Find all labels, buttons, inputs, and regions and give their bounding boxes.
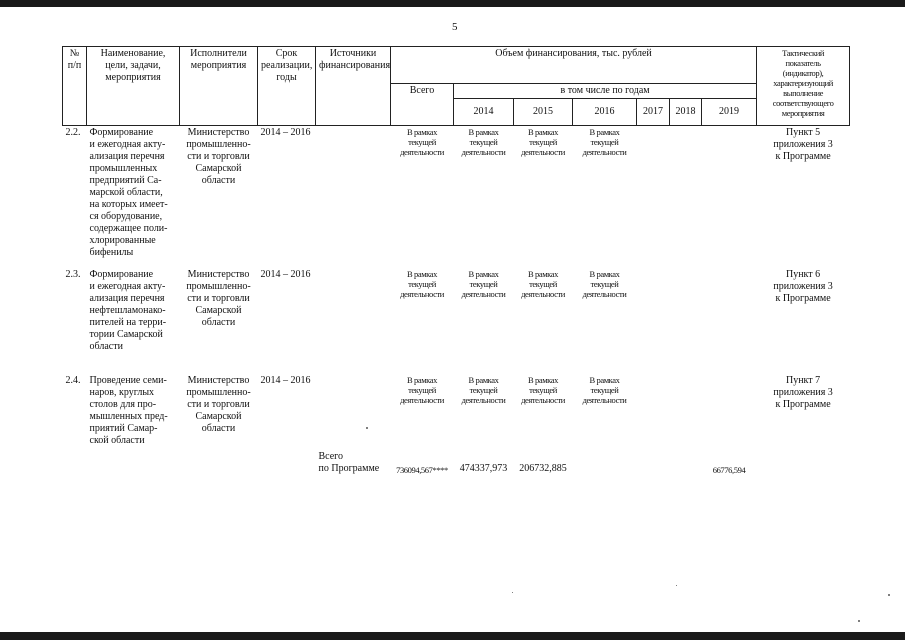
row-term: 2014 – 2016 (260, 127, 311, 138)
header-num: № п/п (63, 47, 87, 126)
page-number: 5 (452, 21, 458, 33)
header-executors: Исполнители мероприятия (180, 47, 258, 126)
header-year-2017: 2017 (637, 99, 670, 126)
table-row (63, 126, 850, 268)
row-2019 (702, 126, 757, 268)
scan-speck (512, 592, 513, 593)
row-term: 2014 – 2016 (260, 374, 311, 386)
row-executors: Министерство промышленно- сти и торговли Самарской области (186, 268, 251, 328)
row-2017 (637, 126, 670, 268)
row-indicator: Пункт 6 приложения 3 к Программе (773, 268, 833, 304)
totals-2015: 206732,885 (519, 462, 567, 474)
header-term: Срок реализации, годы (258, 47, 316, 126)
scan-speck (858, 620, 860, 622)
scan-speck (888, 594, 890, 596)
row-num: 2.3. (65, 268, 81, 280)
row-2018 (670, 268, 702, 374)
program-table (62, 46, 850, 476)
row-sources (316, 268, 391, 374)
scan-edge-bottom (0, 632, 905, 640)
header-year-2019: 2019 (702, 99, 757, 126)
row-2014: В рамках текущей деятельности (461, 127, 506, 157)
row-2017 (637, 268, 670, 374)
row-name: Формирование и ежегодная акту- ализация перечня промышленных предприятий Са- марской области, на которых имеет- ся оборудование, содержащее поли- хлорированные бифенилы (89, 127, 168, 258)
header-total: Всего (391, 84, 454, 126)
row-2018 (670, 126, 702, 268)
totals-2014: 474337,973 (459, 462, 508, 474)
scan-speck (676, 585, 677, 586)
row-total: В рамках текущей деятельности (400, 268, 444, 299)
row-2015: В рамках текущей деятельности (521, 127, 565, 157)
totals-label: Всего по Программе (318, 450, 380, 474)
row-executors: Министерство промышленно- сти и торговли Самарской области (186, 127, 251, 186)
row-2016: В рамках текущей деятельности (582, 268, 627, 299)
row-sources (316, 126, 391, 268)
header-funding: Объем финансирования, тыс. рублей (391, 47, 757, 84)
row-name: Проведение семи- наров, круглых столов для про- мышленных пред- приятий Самар- ской области (89, 374, 168, 446)
row-2016: В рамках текущей деятельности (582, 127, 627, 157)
row-2018 (670, 374, 702, 450)
row-sources (316, 374, 391, 450)
scan-speck (366, 427, 368, 429)
row-2016: В рамках текущей деятельности (582, 374, 627, 405)
row-2015: В рамках текущей деятельности (521, 374, 565, 405)
header-by-years: в том числе по годам (454, 84, 757, 99)
row-indicator: Пункт 5 приложения 3 к Программе (773, 127, 833, 162)
row-2019 (702, 268, 757, 374)
row-num: 2.2. (65, 127, 81, 138)
table-row (63, 268, 850, 374)
row-2014: В рамках текущей деятельности (461, 268, 506, 299)
row-name: Формирование и ежегодная акту- ализация перечня нефтешламонако- пителей на терри- тории Самарской области (89, 268, 167, 352)
row-2015: В рамках текущей деятельности (521, 268, 565, 299)
table-row (63, 374, 850, 450)
totals-row (63, 450, 850, 476)
header-name: Наименование, цели, задачи, мероприятия (87, 47, 180, 126)
totals-2019: 66776,594 (712, 464, 746, 475)
row-num: 2.4. (65, 374, 81, 386)
header-year-2015: 2015 (514, 99, 573, 126)
totals-total: 736094,567**** (396, 464, 448, 475)
row-2014: В рамках текущей деятельности (461, 374, 506, 405)
header-sources: Источники финансирования (316, 47, 391, 126)
header-year-2016: 2016 (573, 99, 637, 126)
header-year-2018: 2018 (670, 99, 702, 126)
row-indicator: Пункт 7 приложения 3 к Программе (773, 374, 833, 410)
row-term: 2014 – 2016 (260, 268, 311, 280)
row-executors: Министерство промышленно- сти и торговли Самарской области (186, 374, 251, 434)
row-total: В рамках текущей деятельности (400, 374, 444, 405)
row-total: В рамках текущей деятельности (400, 127, 444, 157)
scan-edge-top (0, 0, 905, 7)
header-indicator: Тактический показатель (индикатор), характеризующий выполнение соответствующего мероприятия (757, 47, 850, 126)
header-row-1 (63, 47, 850, 84)
header-year-2014: 2014 (454, 99, 514, 126)
row-2019 (702, 374, 757, 450)
row-2017 (637, 374, 670, 450)
